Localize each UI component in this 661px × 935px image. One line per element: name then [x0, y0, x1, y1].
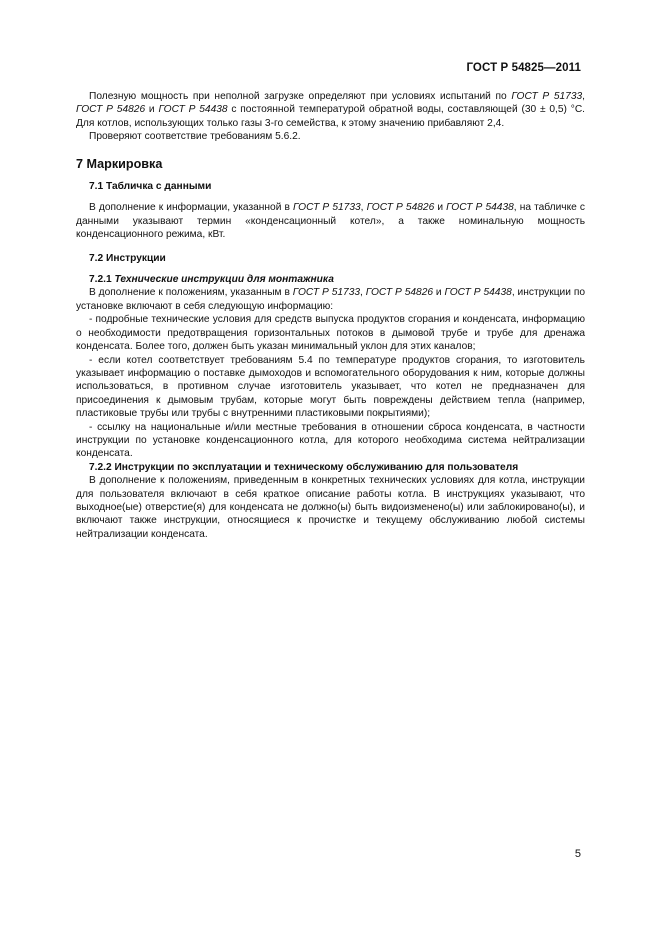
text-run: Полезную мощность при неполной загрузке определяют при условиях испытаний по [89, 91, 512, 102]
standard-reference: ГОСТ Р 54826 [76, 104, 146, 116]
subsection-7-2-2-paragraph: В дополнение к положениям, приведенным в конкретных технических условиях для котла, инструкции для пользователя включают в себя краткое описание работы котла. В инструкциях указывают, что выходное(ые) отверстие(я) для конденсата не должно(ы) быть видоизменено(ы) или заблокировано(ы), и включают также инструкции, относящиеся к прочистке и текущему обслуживанию любой системы нейтрализации конденсата. [76, 475, 585, 540]
document-code-header: ГОСТ Р 54825—2011 [466, 62, 581, 74]
text-run: и [145, 104, 159, 116]
standard-reference: ГОСТ Р 54438 [158, 104, 228, 116]
subsection-7-1-paragraph [76, 201, 585, 241]
standard-reference: ГОСТ Р 51733 [292, 287, 361, 299]
page-content [76, 90, 585, 541]
text-run: В дополнение к информации, указанной в [89, 202, 293, 214]
standard-reference: ГОСТ Р 54826 [366, 202, 435, 214]
text-run: , инструкции по установке включают в себя следующую информацию: [76, 287, 586, 312]
standard-reference: ГОСТ Р 54438 [444, 287, 512, 299]
list-item: - если котел соответствует требованиям 5.4 по температуре продуктов сгорания, то изготовитель указывает информацию о поставке дымоходов и вспомогательного оборудования к ним, которые должны использоваться, в противном случае изготовитель указывает, что котел не предназначен для присоединения к дымовым трубам, которые могут быть повреждены действием тепла (например, пластиковые трубы или трубы с внутренними пластиковыми покрытиями); [76, 354, 585, 420]
subsection-7-1-heading: 7.1 Табличка с данными [89, 181, 212, 193]
section-7-heading: 7 Маркировка [76, 156, 163, 171]
standard-reference: ГОСТ Р 51733 [511, 91, 583, 102]
text-run: и [433, 287, 445, 299]
list-item: - ссылку на национальные и/или местные требования в отношении сброса конденсата, в частности инструкции по установке конденсационного котла, для которого необходима система нейтрализации конденсата. [76, 421, 585, 460]
text-run: с постоянной температурой обратной воды, составляющей (30 ± 0,5) °С. Для котлов, использующих только газы 3-го семейства, к этому значению прибавляют 2,4. [76, 104, 586, 129]
text-run: , [360, 202, 367, 214]
page-number: 5 [574, 848, 581, 860]
intro-paragraph-2: Проверяют соответствие требованиям 5.6.2. [89, 131, 301, 143]
standard-reference: ГОСТ Р 51733 [292, 202, 361, 214]
subsection-7-2-2-heading: 7.2.2 Инструкции по эксплуатации и техническому обслуживанию для пользователя [89, 461, 519, 473]
subsection-7-2-heading: 7.2 Инструкции [89, 252, 166, 264]
subsection-7-2-1-paragraph [76, 286, 585, 313]
standard-reference: ГОСТ Р 54438 [446, 202, 514, 214]
text-run: В дополнение к положениям, указанным в [89, 287, 293, 299]
text-run: , [360, 287, 366, 299]
subsection-number: 7.2.1 [89, 274, 115, 286]
subsection-7-2-1-heading [76, 273, 585, 286]
text-run: , на табличке с данными указывают термин «конденсационный котел», а также номинальную мощность конденсационного режима, кВт. [76, 202, 586, 241]
standard-reference: ГОСТ Р 54826 [365, 287, 434, 299]
list-item: - подробные технические условия для средств выпуска продуктов сгорания и конденсата, информацию о необходимости предотвращения горизонтальных потоков в дымовой трубе и трубе для дренажа конденсата. Более того, должен быть указан минимальный уклон для этих каналов; [76, 314, 585, 353]
intro-paragraph-1 [76, 90, 585, 130]
text-run: , [582, 91, 585, 102]
subsection-title: Технические инструкции для монтажника [114, 274, 334, 286]
text-run: и [434, 202, 447, 214]
